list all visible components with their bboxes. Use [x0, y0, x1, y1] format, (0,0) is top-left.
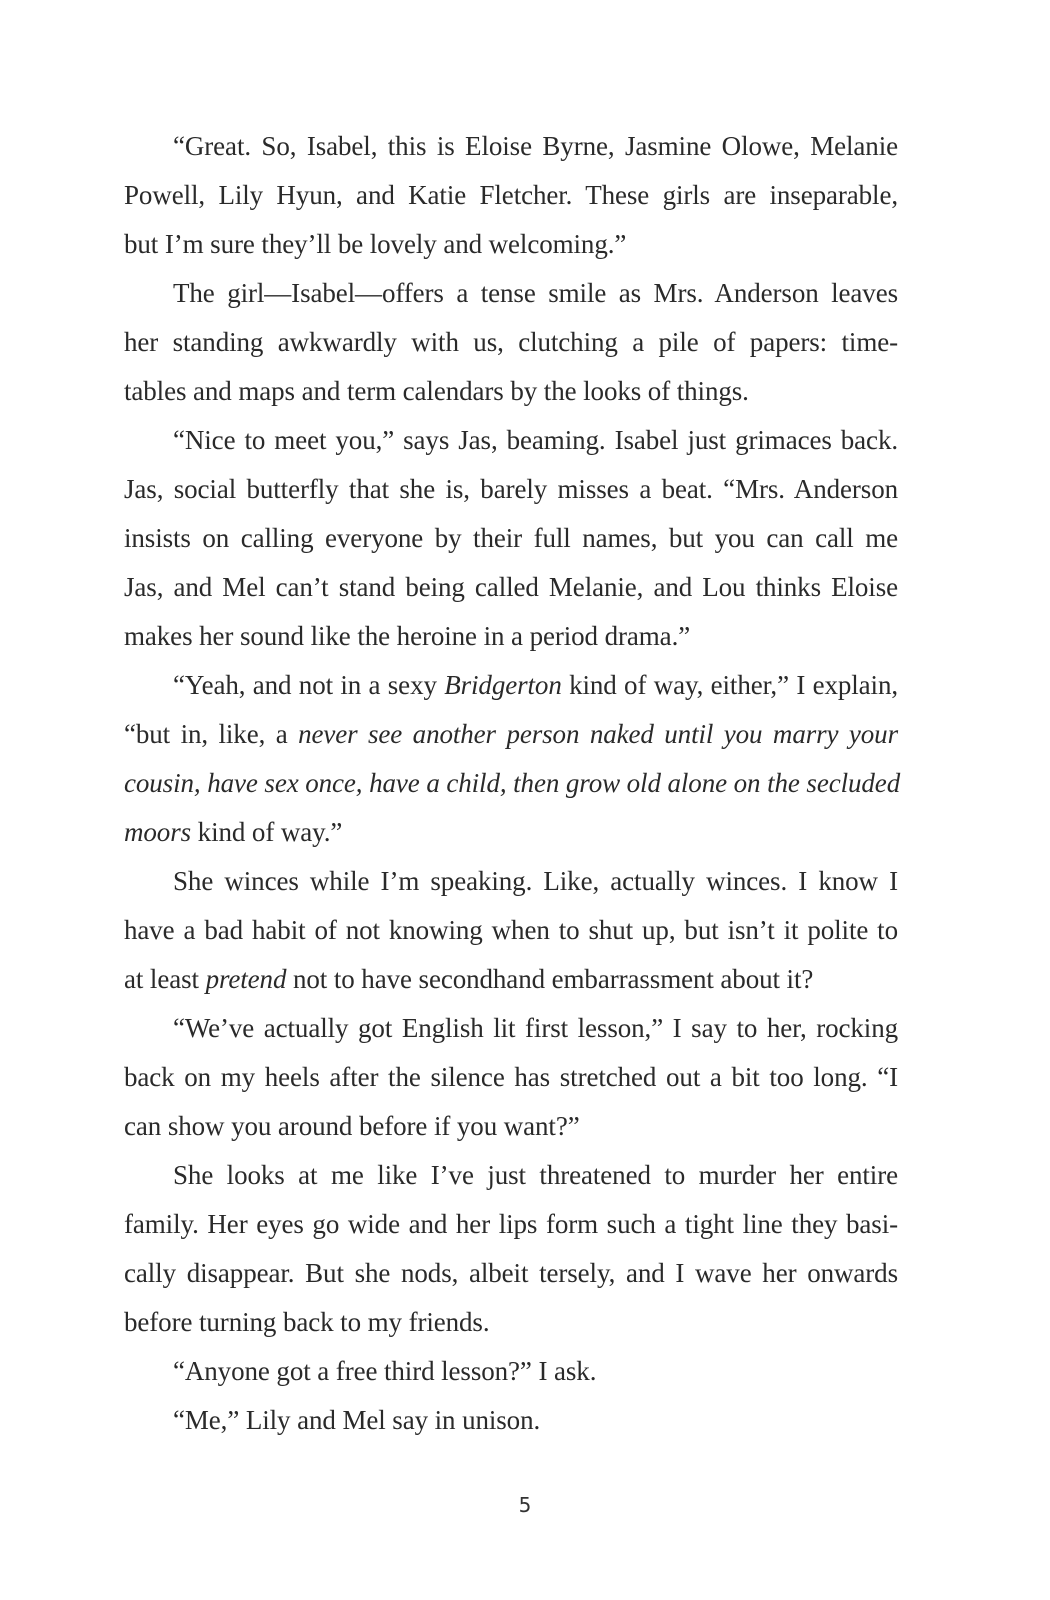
paragraph [124, 122, 898, 269]
text-run: Jas, social butterfly that she is, barely misses a beat. “Mrs. Anderson [124, 474, 898, 504]
text-line [124, 563, 898, 612]
text-run: The girl—Isabel—offers a tense smile as Mrs. Anderson leaves [173, 278, 898, 308]
text-line [124, 220, 898, 269]
text-run: can show you around before if you want?” [124, 1111, 580, 1141]
text-run: tables and maps and term calendars by the looks of things. [124, 376, 749, 406]
text-line [124, 661, 898, 710]
paragraph [124, 1004, 898, 1151]
text-line [124, 1396, 898, 1445]
text-run: kind of way, either,” I explain, [561, 670, 898, 700]
text-run: Jas, and Mel can’t stand being called Melanie, and Lou thinks Eloise [124, 572, 898, 602]
text-line [124, 367, 898, 416]
text-run: makes her sound like the heroine in a period drama.” [124, 621, 691, 651]
text-run: “Great. So, Isabel, this is Eloise Byrne, Jasmine Olowe, Melanie [173, 131, 898, 161]
text-line [124, 171, 898, 220]
text-line [124, 1249, 898, 1298]
body-text [124, 122, 901, 1445]
text-line [124, 1200, 898, 1249]
paragraph [124, 1396, 898, 1445]
text-line [124, 465, 898, 514]
italic-text: Bridgerton [444, 670, 562, 700]
text-line [124, 1004, 898, 1053]
text-line [124, 122, 898, 171]
italic-text: cousin, have sex once, have a child, then grow old alone on the secluded [124, 768, 901, 798]
text-run: “Anyone got a free third lesson?” I ask. [173, 1356, 597, 1386]
text-line [124, 1298, 898, 1347]
text-run: but I’m sure they’ll be lovely and welcoming.” [124, 229, 627, 259]
text-run: back on my heels after the silence has stretched out a bit too long. “I [124, 1062, 898, 1092]
text-run: “We’ve actually got English lit first lesson,” I say to her, rocking [173, 1013, 898, 1043]
text-line [124, 710, 898, 759]
italic-text: pretend [205, 964, 287, 994]
text-line [124, 514, 898, 563]
text-line [124, 269, 898, 318]
text-line [124, 1102, 898, 1151]
text-run: before turning back to my friends. [124, 1307, 490, 1337]
text-run: at least [124, 964, 206, 994]
text-run: She winces while I’m speaking. Like, actually winces. I know I [173, 866, 898, 896]
text-run: “Nice to meet you,” says Jas, beaming. Isabel just grimaces back. [173, 425, 898, 455]
text-line [124, 318, 898, 367]
italic-text: never see another person naked until you marry your [298, 719, 898, 749]
text-line [124, 612, 898, 661]
text-run: “Yeah, and not in a sexy [173, 670, 445, 700]
text-run: insists on calling everyone by their full names, but you can call me [124, 523, 898, 553]
text-line [124, 1347, 898, 1396]
paragraph [124, 1151, 898, 1347]
text-run: “but in, like, a [124, 719, 299, 749]
text-line [124, 1053, 898, 1102]
text-run: kind of way.” [191, 817, 343, 847]
text-line [124, 857, 898, 906]
text-run: have a bad habit of not knowing when to shut up, but isn’t it polite to [124, 915, 898, 945]
paragraph [124, 661, 901, 857]
text-run: cally disappear. But she nods, albeit tersely, and I wave her onwards [124, 1258, 898, 1288]
text-line [124, 906, 898, 955]
text-line [124, 1151, 898, 1200]
paragraph [124, 1347, 898, 1396]
text-run: family. Her eyes go wide and her lips form such a tight line they basi- [124, 1209, 898, 1239]
text-line [124, 759, 901, 808]
paragraph [124, 416, 898, 661]
text-run: not to have secondhand embarrassment about it? [286, 964, 814, 994]
text-run: She looks at me like I’ve just threatened to murder her entire [173, 1160, 898, 1190]
paragraph [124, 857, 898, 1004]
text-line [124, 955, 898, 1004]
paragraph [124, 269, 898, 416]
text-run: Powell, Lily Hyun, and Katie Fletcher. These girls are inseparable, [124, 180, 898, 210]
page-number: 5 [518, 1493, 532, 1517]
text-run: her standing awkwardly with us, clutching a pile of papers: time- [124, 327, 898, 357]
text-line [124, 808, 898, 857]
text-line [124, 416, 898, 465]
text-run: “Me,” Lily and Mel say in unison. [173, 1405, 541, 1435]
italic-text: moors [124, 817, 192, 847]
